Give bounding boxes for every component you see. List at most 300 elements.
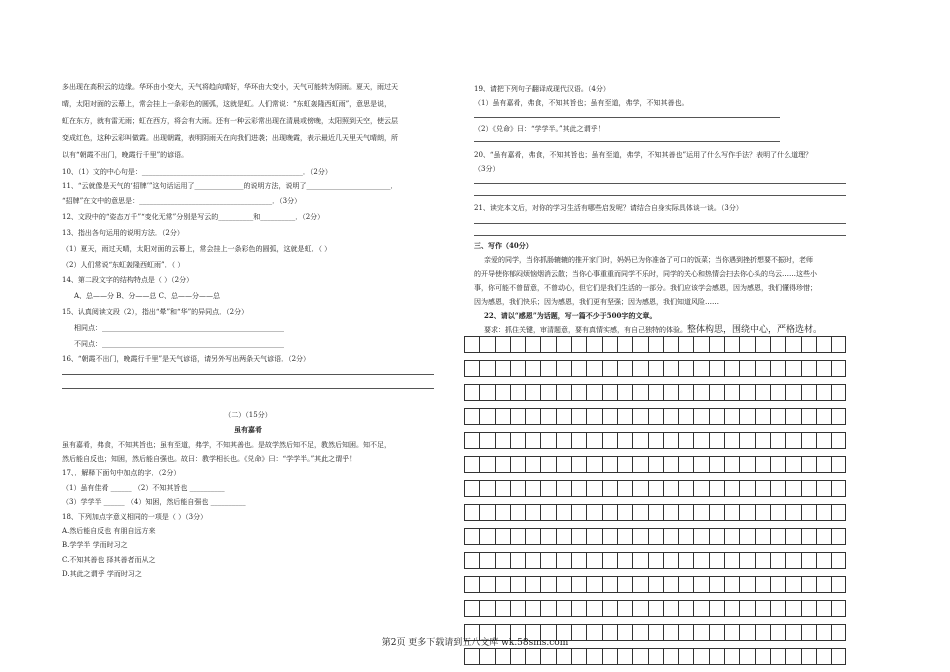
grid-cell — [678, 384, 693, 401]
grid-cell — [617, 576, 632, 593]
grid-cell — [709, 432, 724, 449]
grid-cell — [617, 528, 632, 545]
grid-cell — [464, 408, 479, 425]
question-11-b: “招牌”在文中的意思是：______________________________________．（3分） — [62, 197, 302, 205]
grid-cell — [663, 456, 678, 473]
grid-cell — [831, 576, 846, 593]
grid-cell — [770, 360, 785, 377]
grid-cell — [510, 504, 525, 521]
grid-cell — [602, 480, 617, 497]
grid-row — [464, 600, 846, 617]
grid-cell — [709, 648, 724, 665]
grid-cell — [495, 336, 510, 353]
grid-cell — [510, 600, 525, 617]
grid-cell — [785, 456, 800, 473]
writing-line: 的开导使你郁闷烦恼烟消云散；当你心事重重而同学不乐时，同学的关心和热情会扫去你心头的乌云……这些小 — [474, 270, 817, 278]
question-21: 21、读完本文后，对你的学习生活有哪些启发呢？请结合自身实际具体谈一谈。（3分） — [474, 204, 743, 212]
grid-cell — [709, 408, 724, 425]
grid-cell — [525, 336, 540, 353]
grid-cell — [632, 336, 647, 353]
grid-cell — [495, 384, 510, 401]
grid-cell — [755, 432, 770, 449]
grid-cell — [663, 528, 678, 545]
grid-cell — [479, 336, 494, 353]
grid-cell — [785, 360, 800, 377]
grid-row — [464, 384, 846, 401]
question-19-2: （2）《兑命》曰：“学学半。”其此之谓乎！ — [474, 125, 605, 133]
grid-cell — [801, 384, 816, 401]
grid-cell — [556, 456, 571, 473]
writing-line: 事，你可能不曾留意，不曾动心，但它们是我们生活的一部分。我们应该学会感恩，因为感恩，我们懂得珍惜； — [474, 284, 817, 292]
grid-row — [464, 576, 846, 593]
grid-cell — [540, 552, 555, 569]
grid-cell — [739, 456, 754, 473]
grid-cell — [709, 456, 724, 473]
question-17-a: （1）虽有佳肴 ______ （2）不知其旨也 __________ — [62, 484, 225, 492]
grid-cell — [495, 360, 510, 377]
grid-cell — [571, 384, 586, 401]
grid-cell — [709, 600, 724, 617]
grid-cell — [724, 600, 739, 617]
grid-row — [464, 648, 846, 665]
grid-cell — [755, 408, 770, 425]
grid-cell — [556, 552, 571, 569]
grid-cell — [755, 360, 770, 377]
grid-cell — [586, 432, 601, 449]
question-19-1: （1）虽有嘉肴，弗食，不知其旨也；虽有至道，弗学，不知其善也。 — [474, 99, 689, 107]
grid-row — [464, 528, 846, 545]
grid-cell — [556, 408, 571, 425]
grid-cell — [648, 336, 663, 353]
grid-cell — [770, 528, 785, 545]
grid-cell — [495, 600, 510, 617]
grid-cell — [648, 432, 663, 449]
grid-cell — [479, 408, 494, 425]
grid-cell — [510, 552, 525, 569]
grid-cell — [693, 528, 708, 545]
grid-cell — [648, 480, 663, 497]
grid-cell — [739, 432, 754, 449]
grid-cell — [693, 384, 708, 401]
grid-cell — [495, 456, 510, 473]
grid-cell — [632, 408, 647, 425]
grid-cell — [663, 504, 678, 521]
grid-cell — [586, 528, 601, 545]
grid-cell — [617, 600, 632, 617]
writing-line: 因为感恩，我们快乐；因为感恩，我们更有坚强；因为感恩，我们知道风险…… — [474, 298, 719, 306]
grid-cell — [540, 432, 555, 449]
grid-cell — [617, 336, 632, 353]
grid-cell — [678, 648, 693, 665]
grid-cell — [495, 432, 510, 449]
grid-cell — [556, 384, 571, 401]
grid-cell — [510, 528, 525, 545]
grid-cell — [785, 384, 800, 401]
grid-cell — [801, 648, 816, 665]
grid-cell — [693, 648, 708, 665]
grid-cell — [709, 528, 724, 545]
grid-cell — [617, 504, 632, 521]
grid-cell — [602, 576, 617, 593]
grid-cell — [479, 432, 494, 449]
grid-cell — [816, 552, 831, 569]
grid-cell — [755, 456, 770, 473]
option-a: A.然后能自反也 有朋自远方来 — [62, 527, 156, 535]
grid-cell — [617, 360, 632, 377]
grid-cell — [510, 576, 525, 593]
grid-cell — [693, 552, 708, 569]
grid-cell — [586, 384, 601, 401]
grid-cell — [724, 480, 739, 497]
grid-cell — [648, 528, 663, 545]
grid-cell — [709, 480, 724, 497]
answer-line — [474, 117, 780, 118]
grid-cell — [678, 456, 693, 473]
grid-row — [464, 360, 846, 377]
passage-line: 晴，太阳对面的云幕上，常会挂上一条彩色的圆弧，这就是虹。人们常说：“东虹轰隆西虹雨”，意思是说， — [62, 100, 392, 108]
question-20: 20、“虽有嘉肴，弗食，不知其旨也；虽有至道，弗学，不知其善也”运用了什么写作手法？表明了什么道理？ — [474, 151, 813, 159]
grid-cell — [632, 504, 647, 521]
grid-cell — [602, 336, 617, 353]
grid-cell — [540, 384, 555, 401]
grid-cell — [816, 480, 831, 497]
grid-cell — [648, 360, 663, 377]
passage-title: 虽有嘉肴 — [234, 425, 262, 434]
grid-cell — [755, 480, 770, 497]
grid-cell — [571, 648, 586, 665]
grid-cell — [602, 360, 617, 377]
grid-cell — [801, 504, 816, 521]
grid-cell — [739, 336, 754, 353]
grid-cell — [617, 480, 632, 497]
grid-row — [464, 432, 846, 449]
grid-cell — [602, 432, 617, 449]
grid-cell — [632, 432, 647, 449]
grid-row — [464, 408, 846, 425]
grid-cell — [602, 552, 617, 569]
answer-line — [474, 195, 846, 196]
grid-cell — [525, 432, 540, 449]
grid-cell — [479, 384, 494, 401]
grid-cell — [709, 360, 724, 377]
grid-cell — [770, 384, 785, 401]
grid-cell — [648, 600, 663, 617]
grid-cell — [785, 504, 800, 521]
grid-cell — [586, 336, 601, 353]
grid-cell — [663, 600, 678, 617]
grid-cell — [678, 552, 693, 569]
grid-cell — [816, 360, 831, 377]
grid-cell — [556, 648, 571, 665]
grid-cell — [816, 408, 831, 425]
grid-cell — [663, 408, 678, 425]
grid-cell — [801, 480, 816, 497]
grid-cell — [510, 480, 525, 497]
grid-cell — [724, 384, 739, 401]
answer-line — [474, 235, 846, 236]
grid-cell — [693, 480, 708, 497]
question-18: 18、下列加点字意义相同的一项是（ ）（3分） — [62, 513, 208, 521]
grid-cell — [816, 336, 831, 353]
grid-cell — [510, 336, 525, 353]
grid-cell — [648, 576, 663, 593]
grid-cell — [678, 600, 693, 617]
grid-cell — [678, 336, 693, 353]
grid-cell — [648, 384, 663, 401]
grid-cell — [831, 480, 846, 497]
grid-cell — [831, 504, 846, 521]
grid-cell — [648, 456, 663, 473]
grid-cell — [678, 408, 693, 425]
writing-grid — [464, 336, 846, 672]
passage-line: 多出现在高积云的边缘。华环由小变大，天气将趋向晴好，华环由大变小，天气可能转为阴雨。夏天，雨过天 — [62, 83, 398, 91]
answer-line — [474, 223, 846, 224]
grid-cell — [602, 528, 617, 545]
question-15: 15、认真阅读文段（2），指出“晕”和“华”的异同点．（2分） — [62, 308, 249, 316]
grid-cell — [495, 408, 510, 425]
grid-cell — [617, 432, 632, 449]
grid-cell — [648, 504, 663, 521]
grid-cell — [755, 552, 770, 569]
grid-cell — [801, 456, 816, 473]
grid-cell — [586, 408, 601, 425]
grid-cell — [678, 432, 693, 449]
answer-line — [474, 141, 780, 142]
grid-cell — [663, 432, 678, 449]
grid-cell — [556, 480, 571, 497]
grid-cell — [739, 552, 754, 569]
grid-cell — [525, 408, 540, 425]
grid-row — [464, 480, 846, 497]
question-10: 10、（1）文的中心句是：______________________________________________．（2分） — [62, 168, 332, 176]
grid-cell — [602, 456, 617, 473]
grid-cell — [770, 648, 785, 665]
grid-cell — [648, 408, 663, 425]
grid-cell — [678, 576, 693, 593]
grid-cell — [755, 528, 770, 545]
grid-cell — [648, 648, 663, 665]
question-15-diff: 不同点：____________________________________________________ — [74, 340, 284, 348]
grid-cell — [525, 360, 540, 377]
grid-cell — [831, 456, 846, 473]
grid-cell — [785, 432, 800, 449]
grid-cell — [724, 552, 739, 569]
grid-cell — [617, 648, 632, 665]
grid-cell — [709, 336, 724, 353]
grid-cell — [540, 600, 555, 617]
grid-cell — [632, 648, 647, 665]
grid-cell — [739, 504, 754, 521]
passage2-line: 然后能自反也；知困，然后能自强也。故曰：教学相长也。《兑命》曰：“学学半。”其此之谓乎！ — [62, 455, 357, 463]
grid-cell — [693, 360, 708, 377]
grid-cell — [739, 360, 754, 377]
grid-cell — [602, 408, 617, 425]
page-footer: 第2页 更多下载请到五八文库 wk.58sms.com — [381, 638, 569, 648]
grid-cell — [540, 528, 555, 545]
grid-cell — [571, 360, 586, 377]
grid-cell — [602, 600, 617, 617]
grid-cell — [724, 408, 739, 425]
grid-cell — [617, 456, 632, 473]
grid-cell — [464, 360, 479, 377]
grid-cell — [632, 384, 647, 401]
grid-cell — [663, 576, 678, 593]
grid-cell — [709, 576, 724, 593]
grid-cell — [755, 384, 770, 401]
grid-cell — [479, 504, 494, 521]
grid-row — [464, 456, 846, 473]
grid-cell — [510, 648, 525, 665]
question-13: 13、指出各句运用的说明方法．（2分） — [62, 229, 184, 237]
grid-cell — [556, 600, 571, 617]
option-d: D.其此之谓乎 学而时习之 — [62, 570, 142, 578]
grid-cell — [755, 600, 770, 617]
grid-cell — [739, 600, 754, 617]
grid-cell — [724, 432, 739, 449]
grid-cell — [663, 552, 678, 569]
grid-cell — [586, 552, 601, 569]
grid-row — [464, 336, 846, 353]
question-17: 17、．解释下面句中加点的字．（2分） — [62, 469, 181, 477]
grid-cell — [479, 576, 494, 593]
grid-cell — [464, 552, 479, 569]
grid-cell — [632, 360, 647, 377]
grid-cell — [724, 648, 739, 665]
grid-cell — [663, 360, 678, 377]
grid-cell — [586, 456, 601, 473]
question-14: 14、第二段文字的结构特点是（ ）（2分） — [62, 276, 194, 284]
grid-cell — [571, 528, 586, 545]
grid-cell — [540, 408, 555, 425]
grid-cell — [540, 480, 555, 497]
grid-cell — [510, 384, 525, 401]
grid-cell — [678, 528, 693, 545]
grid-cell — [816, 384, 831, 401]
grid-cell — [724, 360, 739, 377]
grid-cell — [602, 648, 617, 665]
option-c: C.不知其善也 择其善者而从之 — [62, 556, 156, 564]
grid-row — [464, 504, 846, 521]
grid-cell — [617, 408, 632, 425]
grid-cell — [510, 432, 525, 449]
passage2-line: 虽有嘉肴，弗食，不知其旨也；虽有至道，弗学，不知其善也。是故学然后知不足，教然后知困。知不足， — [62, 441, 391, 449]
question-15-same: 相同点：____________________________________________________ — [74, 324, 284, 332]
grid-cell — [785, 576, 800, 593]
grid-cell — [831, 552, 846, 569]
grid-cell — [739, 576, 754, 593]
grid-cell — [785, 336, 800, 353]
grid-cell — [540, 648, 555, 665]
grid-cell — [602, 384, 617, 401]
grid-cell — [525, 600, 540, 617]
grid-cell — [831, 648, 846, 665]
grid-cell — [495, 552, 510, 569]
grid-cell — [525, 456, 540, 473]
question-12: 12、文段中的“姿态万千”“变化无常”分别是写云的__________和__________．（2分） — [62, 213, 325, 221]
grid-cell — [479, 456, 494, 473]
grid-cell — [816, 432, 831, 449]
grid-cell — [586, 480, 601, 497]
passage-line: 以有“朝霞不出门，晚霞行千里”的谚语。 — [62, 151, 189, 159]
grid-cell — [632, 456, 647, 473]
grid-cell — [571, 408, 586, 425]
grid-cell — [571, 504, 586, 521]
grid-cell — [617, 552, 632, 569]
grid-cell — [586, 360, 601, 377]
grid-cell — [770, 600, 785, 617]
grid-cell — [525, 552, 540, 569]
grid-cell — [755, 336, 770, 353]
grid-cell — [464, 480, 479, 497]
grid-cell — [479, 648, 494, 665]
grid-cell — [540, 336, 555, 353]
grid-cell — [525, 480, 540, 497]
grid-cell — [709, 384, 724, 401]
grid-cell — [663, 336, 678, 353]
grid-cell — [464, 504, 479, 521]
grid-cell — [785, 480, 800, 497]
grid-cell — [801, 528, 816, 545]
grid-cell — [816, 600, 831, 617]
grid-cell — [816, 528, 831, 545]
grid-cell — [724, 528, 739, 545]
grid-cell — [586, 504, 601, 521]
grid-cell — [785, 600, 800, 617]
grid-cell — [464, 576, 479, 593]
grid-cell — [770, 576, 785, 593]
grid-cell — [831, 384, 846, 401]
grid-cell — [632, 576, 647, 593]
grid-cell — [510, 456, 525, 473]
grid-cell — [540, 360, 555, 377]
grid-cell — [571, 576, 586, 593]
question-17-b: （3）学学半 ______ （4）知困，然后能自强也 __________ — [62, 498, 246, 506]
grid-cell — [831, 528, 846, 545]
grid-cell — [479, 528, 494, 545]
grid-cell — [617, 384, 632, 401]
grid-cell — [831, 432, 846, 449]
grid-cell — [831, 408, 846, 425]
grid-cell — [755, 576, 770, 593]
grid-cell — [525, 648, 540, 665]
grid-cell — [540, 576, 555, 593]
grid-cell — [571, 480, 586, 497]
grid-cell — [632, 552, 647, 569]
grid-cell — [755, 648, 770, 665]
grid-cell — [801, 432, 816, 449]
grid-cell — [816, 504, 831, 521]
answer-line — [62, 374, 434, 375]
grid-cell — [739, 648, 754, 665]
grid-cell — [678, 480, 693, 497]
grid-cell — [479, 552, 494, 569]
grid-cell — [495, 528, 510, 545]
grid-cell — [556, 432, 571, 449]
grid-cell — [831, 600, 846, 617]
requirement-suffix: 整体构思，围绕中心，严格选材。 — [687, 325, 823, 335]
grid-cell — [801, 576, 816, 593]
grid-cell — [770, 432, 785, 449]
grid-cell — [525, 576, 540, 593]
grid-cell — [464, 528, 479, 545]
grid-cell — [709, 552, 724, 569]
grid-cell — [693, 456, 708, 473]
grid-cell — [571, 432, 586, 449]
grid-cell — [724, 456, 739, 473]
grid-cell — [495, 480, 510, 497]
grid-cell — [479, 480, 494, 497]
grid-cell — [739, 408, 754, 425]
